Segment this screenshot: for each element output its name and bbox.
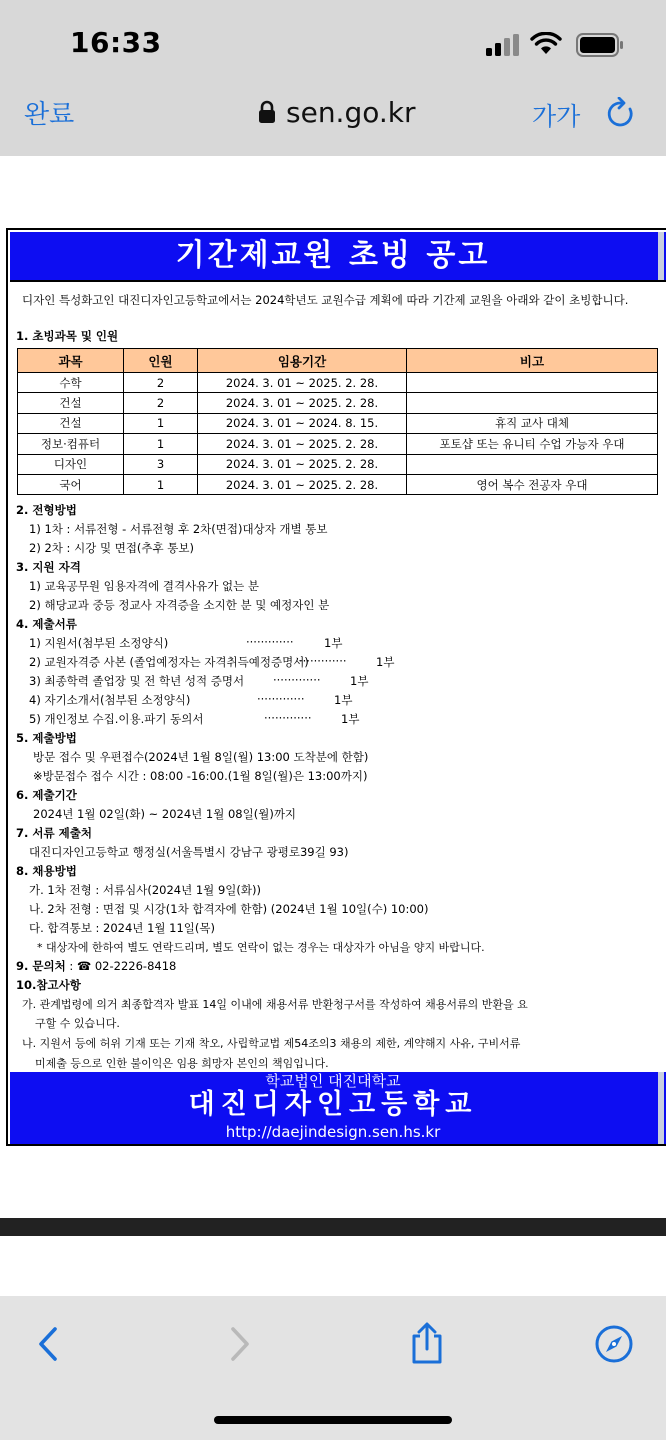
forward-icon[interactable]	[222, 1326, 258, 1362]
table-cell	[407, 454, 658, 474]
table-cell: 디자인	[18, 454, 124, 474]
document-qty: 1부	[334, 693, 353, 707]
table-cell	[407, 373, 658, 393]
document-name: 2) 교원자격증 사본 (졸업예정자는 자격취득예정증명서)	[29, 655, 309, 669]
browser-toolbar	[0, 1296, 666, 1440]
status-time: 16:33	[70, 26, 162, 59]
screening-item: 1) 1차 : 서류전형 - 서류전형 후 2차(면접)대상자 개별 통보	[29, 522, 328, 536]
method-item: ※방문접수 접수 시간 : 08:00 -16:00.(1월 8일(월)은 13:00까지)	[33, 769, 368, 783]
section-heading: 10.참고사항	[16, 978, 81, 992]
page-divider	[0, 1218, 666, 1236]
text-size-button[interactable]: 가가	[532, 102, 581, 131]
notice-document	[6, 228, 666, 1146]
address-bar[interactable]	[258, 94, 416, 130]
battery-icon	[576, 33, 624, 57]
document-dots: ·············	[264, 711, 312, 725]
table-cell: 국어	[18, 474, 124, 494]
notice-title: 기간제교원 초빙 공고	[175, 238, 491, 273]
table-header: 비고	[407, 349, 658, 373]
note-item: 나. 지원서 등에 허위 기재 또는 기재 착오, 사립학교법 제54조의3 채용의 제한, 계약해지 사유, 구비서류	[22, 1037, 521, 1050]
qualification-item: 2) 해당교과 중등 정교사 자격증을 소지한 분 및 예정자인 분	[29, 598, 330, 612]
table-row	[18, 434, 658, 454]
table-cell: 건설	[18, 393, 124, 413]
table-cell: 정보·컴퓨터	[18, 434, 124, 454]
document-name: 4) 자기소개서(첨부된 소정양식)	[29, 693, 191, 707]
title-banner	[10, 232, 666, 282]
section-heading: 5. 제출방법	[16, 731, 77, 745]
table-cell: 2024. 3. 01 ~ 2025. 2. 28.	[198, 373, 407, 393]
table-cell: 휴직 교사 대체	[407, 413, 658, 433]
table-cell: 2	[124, 393, 198, 413]
hiring-item: 나. 2차 전형 : 면접 및 시강(1차 합격자에 한함) (2024년 1월 10일(수) 10:00)	[29, 902, 429, 916]
table-cell: 영어 복수 전공자 우대	[407, 474, 658, 494]
footer-corporation: 학교법인 대진대학교	[265, 1072, 401, 1090]
table-cell: 1	[124, 474, 198, 494]
url-text: sen.go.kr	[286, 95, 416, 129]
section-heading: 8. 채용방법	[16, 864, 77, 878]
footer-edge	[658, 1072, 664, 1144]
screening-item: 2) 2차 : 시강 및 면접(추후 통보)	[29, 541, 194, 555]
footer-url[interactable]: http://daejindesign.sen.hs.kr	[225, 1123, 441, 1141]
hiring-item: 가. 1차 전형 : 서류심사(2024년 1월 9일(화))	[29, 883, 261, 897]
table-header: 임용기간	[198, 349, 407, 373]
table-cell: 건설	[18, 413, 124, 433]
share-icon[interactable]	[408, 1322, 446, 1364]
period-text: 2024년 1월 02일(화) ~ 2024년 1월 08일(월)까지	[33, 807, 297, 821]
method-item: 방문 접수 및 우편접수(2024년 1월 8일(월) 13:00 도착분에 한함)	[33, 750, 369, 764]
document-dots: ·············	[299, 654, 347, 668]
document-dots: ·············	[273, 673, 321, 687]
positions-table	[17, 348, 658, 495]
table-cell: 1	[124, 434, 198, 454]
browser-header	[0, 0, 666, 156]
table-cell: 수학	[18, 373, 124, 393]
back-icon[interactable]	[30, 1326, 66, 1362]
section-heading: 3. 지원 자격	[16, 560, 81, 574]
table-header-row	[18, 349, 658, 373]
document-name: 1) 지원서(첨부된 소정양식)	[29, 636, 169, 650]
table-cell: 1	[124, 413, 198, 433]
compass-icon[interactable]	[594, 1324, 634, 1364]
section-heading: 4. 제출서류	[16, 617, 77, 631]
table-cell: 2024. 3. 01 ~ 2025. 2. 28.	[198, 393, 407, 413]
table-header: 과목	[18, 349, 124, 373]
table-cell: 2024. 3. 01 ~ 2025. 2. 28.	[198, 474, 407, 494]
table-cell: 2024. 3. 01 ~ 2025. 2. 28.	[198, 454, 407, 474]
table-cell: 2024. 3. 01 ~ 2024. 8. 15.	[198, 413, 407, 433]
footer-school-name: 대진디자인고등학교	[188, 1089, 478, 1120]
note-item: 가. 관계법령에 의거 최종합격자 발표 14일 이내에 채용서류 반환청구서를 작성하여 채용서류의 반환을 요	[22, 998, 528, 1011]
document-qty: 1부	[324, 636, 343, 650]
hiring-item: 다. 합격통보 : 2024년 1월 11일(목)	[29, 921, 215, 935]
note-item: 구할 수 있습니다.	[35, 1017, 120, 1030]
lock-icon	[258, 100, 276, 124]
table-cell: 3	[124, 454, 198, 474]
school-footer	[10, 1072, 666, 1144]
qualification-item: 1) 교육공무원 임용자격에 결격사유가 없는 분	[29, 579, 260, 593]
section-heading: 2. 전형방법	[16, 503, 77, 517]
section-heading: 6. 제출기간	[16, 788, 77, 802]
table-header: 인원	[124, 349, 198, 373]
table-row	[18, 413, 658, 433]
section-heading: 9. 문의처	[16, 959, 66, 973]
reload-icon[interactable]	[606, 97, 636, 129]
document-name: 5) 개인정보 수집.이용.파기 동의서	[29, 712, 204, 726]
place-text: 대진디자인고등학교 행정실(서울특별시 강남구 광평로39길 93)	[29, 845, 349, 859]
home-indicator	[214, 1416, 452, 1424]
document-name: 3) 최종학력 졸업장 및 전 학년 성적 증명서	[29, 674, 245, 688]
contact-row	[16, 958, 176, 974]
document-qty: 1부	[350, 674, 369, 688]
banner-edge	[658, 232, 664, 280]
hiring-note: * 대상자에 한하여 별도 연락드리며, 별도 연락이 없는 경우는 대상자가 아님을 양지 바랍니다.	[37, 941, 485, 954]
contact-phone: : ☎ 02-2226-8418	[65, 959, 177, 973]
done-button[interactable]: 완료	[24, 100, 75, 130]
document-qty: 1부	[341, 712, 360, 726]
document-qty: 1부	[376, 655, 395, 669]
table-row	[18, 454, 658, 474]
table-row	[18, 373, 658, 393]
intro-text: 디자인 특성화고인 대진디자인고등학교에서는 2024학년도 교원수급 계획에 따라 기간제 교원을 아래와 같이 초빙합니다.	[22, 293, 629, 307]
table-cell	[407, 393, 658, 413]
document-dots: ·············	[246, 635, 294, 649]
table-cell: 포토샵 또는 유니티 수업 가능자 우대	[407, 434, 658, 454]
section-heading: 7. 서류 제출처	[16, 826, 92, 840]
cellular-signal-icon	[486, 34, 520, 56]
table-cell: 2	[124, 373, 198, 393]
table-row	[18, 393, 658, 413]
note-item: 미제출 등으로 인한 불이익은 임용 희망자 본인의 책임입니다.	[35, 1057, 329, 1070]
table-cell: 2024. 3. 01 ~ 2025. 2. 28.	[198, 434, 407, 454]
table-row	[18, 474, 658, 494]
document-dots: ·············	[257, 692, 305, 706]
section-heading: 1. 초빙과목 및 인원	[16, 329, 119, 343]
wifi-icon	[530, 32, 562, 56]
